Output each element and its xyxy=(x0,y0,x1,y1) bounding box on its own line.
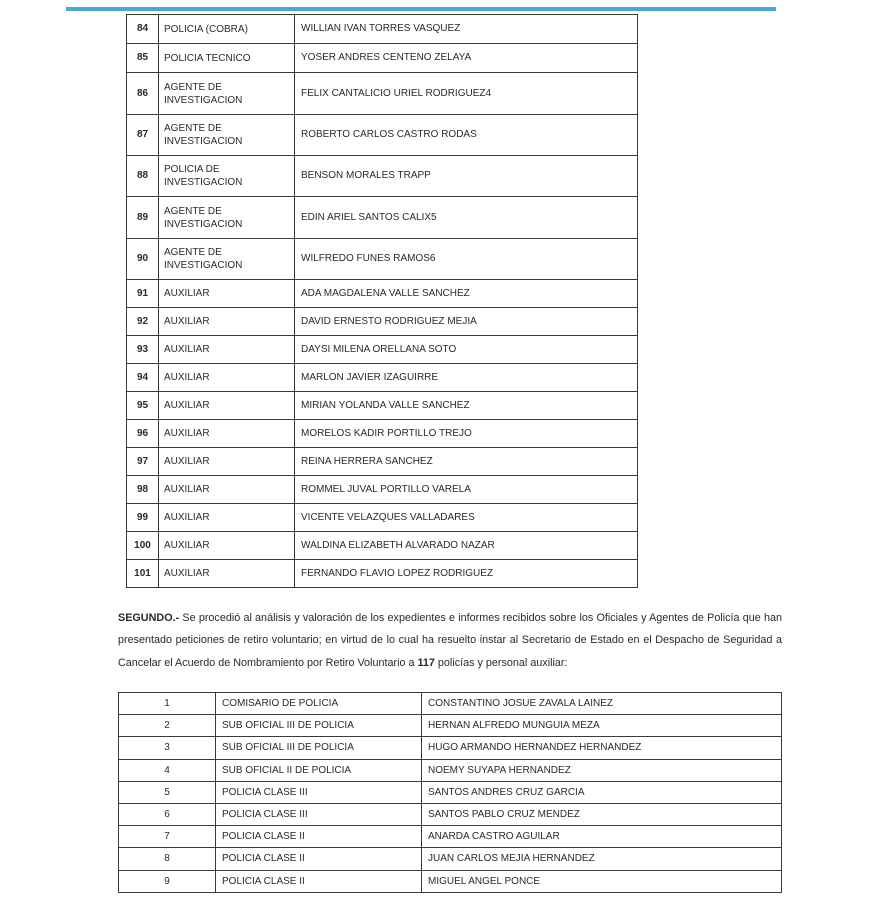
row-number: 4 xyxy=(119,759,216,781)
row-number: 87 xyxy=(127,115,159,156)
row-number: 6 xyxy=(119,803,216,825)
row-number: 2 xyxy=(119,715,216,737)
name-cell: FELIX CANTALICIO URIEL RODRIGUEZ4 xyxy=(295,73,638,115)
table-row xyxy=(119,781,782,803)
name-cell: MARLON JAVIER IZAGUIRRE xyxy=(295,364,638,392)
rank-cell: AUXILIAR xyxy=(159,420,295,448)
name-cell: CONSTANTINO JOSUE ZAVALA LAINEZ xyxy=(422,693,782,715)
rank-cell: AUXILIAR xyxy=(159,308,295,336)
row-number: 89 xyxy=(127,197,159,239)
segundo-body: Se procedió al análisis y valoración de los expedientes e informes recibidos sobre los Oficiales y Agentes de Policía que han presentado peticiones de retiro voluntario; en virtud de lo cual ha resuelto instar al Secretario de Estado en el Despacho de Seguridad a Cancelar el Acuerdo de Nombramiento por Retiro Voluntario a xyxy=(118,612,782,669)
table-row xyxy=(127,532,638,560)
table-row xyxy=(119,715,782,737)
name-cell: ROBERTO CARLOS CASTRO RODAS xyxy=(295,115,638,156)
row-number: 90 xyxy=(127,239,159,280)
table-row xyxy=(127,336,638,364)
row-number: 94 xyxy=(127,364,159,392)
rank-cell: COMISARIO DE POLICIA xyxy=(216,693,422,715)
segundo-paragraph xyxy=(118,607,782,674)
row-number: 100 xyxy=(127,532,159,560)
rank-cell: POLICIA CLASE II xyxy=(216,870,422,892)
table-row xyxy=(127,73,638,115)
name-cell: SANTOS PABLO CRUZ MENDEZ xyxy=(422,803,782,825)
table-row xyxy=(119,737,782,759)
rank-cell: AUXILIAR xyxy=(159,560,295,588)
table-row xyxy=(127,115,638,156)
table-row xyxy=(127,392,638,420)
rank-cell: AUXILIAR xyxy=(159,532,295,560)
row-number: 96 xyxy=(127,420,159,448)
rank-cell: POLICIA DE INVESTIGACION xyxy=(159,156,295,197)
row-number: 93 xyxy=(127,336,159,364)
segundo-tail: policías y personal auxiliar: xyxy=(434,656,568,669)
table-row xyxy=(127,448,638,476)
rank-cell: SUB OFICIAL III DE POLICIA xyxy=(216,715,422,737)
name-cell: NOEMY SUYAPA HERNANDEZ xyxy=(422,759,782,781)
rank-cell: AUXILIAR xyxy=(159,476,295,504)
name-cell: ROMMEL JUVAL PORTILLO VARELA xyxy=(295,476,638,504)
row-number: 1 xyxy=(119,693,216,715)
row-number: 97 xyxy=(127,448,159,476)
rank-cell: SUB OFICIAL II DE POLICIA xyxy=(216,759,422,781)
row-number: 3 xyxy=(119,737,216,759)
rank-cell: POLICIA CLASE III xyxy=(216,781,422,803)
table-row xyxy=(119,759,782,781)
row-number: 85 xyxy=(127,44,159,73)
table-row xyxy=(127,280,638,308)
name-cell: ANARDA CASTRO AGUILAR xyxy=(422,826,782,848)
officers-table-continued xyxy=(126,14,638,588)
table-row xyxy=(119,870,782,892)
row-number: 7 xyxy=(119,826,216,848)
name-cell: MIGUEL ANGEL PONCE xyxy=(422,870,782,892)
name-cell: BENSON MORALES TRAPP xyxy=(295,156,638,197)
rank-cell: AGENTE DE INVESTIGACION xyxy=(159,73,295,115)
row-number: 95 xyxy=(127,392,159,420)
rank-cell: AUXILIAR xyxy=(159,280,295,308)
row-number: 84 xyxy=(127,15,159,44)
table-row xyxy=(127,44,638,73)
name-cell: ADA MAGDALENA VALLE SANCHEZ xyxy=(295,280,638,308)
table-row xyxy=(127,197,638,239)
name-cell: DAVID ERNESTO RODRIGUEZ MEJIA xyxy=(295,308,638,336)
rank-cell: AUXILIAR xyxy=(159,364,295,392)
table-row xyxy=(127,560,638,588)
rank-cell: AGENTE DE INVESTIGACION xyxy=(159,115,295,156)
name-cell: WILLIAN IVAN TORRES VASQUEZ xyxy=(295,15,638,44)
segundo-heading: SEGUNDO.- xyxy=(118,612,180,624)
rank-cell: AUXILIAR xyxy=(159,448,295,476)
name-cell: HERNAN ALFREDO MUNGUIA MEZA xyxy=(422,715,782,737)
table-row xyxy=(127,420,638,448)
table-row xyxy=(119,803,782,825)
row-number: 98 xyxy=(127,476,159,504)
row-number: 86 xyxy=(127,73,159,115)
name-cell: WALDINA ELIZABETH ALVARADO NAZAR xyxy=(295,532,638,560)
table-row xyxy=(119,826,782,848)
name-cell: YOSER ANDRES CENTENO ZELAYA xyxy=(295,44,638,73)
table-row xyxy=(127,15,638,44)
name-cell: EDIN ARIEL SANTOS CALIX5 xyxy=(295,197,638,239)
name-cell: JUAN CARLOS MEJIA HERNANDEZ xyxy=(422,848,782,870)
rank-cell: AUXILIAR xyxy=(159,392,295,420)
retiree-count: 117 xyxy=(417,656,435,669)
rank-cell: AUXILIAR xyxy=(159,504,295,532)
table-row xyxy=(127,308,638,336)
table-row xyxy=(127,239,638,280)
row-number: 91 xyxy=(127,280,159,308)
table-row xyxy=(119,848,782,870)
row-number: 92 xyxy=(127,308,159,336)
rank-cell: AUXILIAR xyxy=(159,336,295,364)
row-number: 101 xyxy=(127,560,159,588)
table-row xyxy=(127,156,638,197)
name-cell: VICENTE VELAZQUES VALLADARES xyxy=(295,504,638,532)
rank-cell: AGENTE DE INVESTIGACION xyxy=(159,197,295,239)
rank-cell: POLICIA CLASE II xyxy=(216,826,422,848)
table-row xyxy=(119,693,782,715)
name-cell: SANTOS ANDRES CRUZ GARCIA xyxy=(422,781,782,803)
name-cell: REINA HERRERA SANCHEZ xyxy=(295,448,638,476)
name-cell: FERNANDO FLAVIO LOPEZ RODRIGUEZ xyxy=(295,560,638,588)
table-row xyxy=(127,504,638,532)
name-cell: MIRIAN YOLANDA VALLE SANCHEZ xyxy=(295,392,638,420)
row-number: 5 xyxy=(119,781,216,803)
rank-cell: POLICIA CLASE III xyxy=(216,803,422,825)
row-number: 99 xyxy=(127,504,159,532)
row-number: 9 xyxy=(119,870,216,892)
name-cell: MORELOS KADIR PORTILLO TREJO xyxy=(295,420,638,448)
rank-cell: AGENTE DE INVESTIGACION xyxy=(159,239,295,280)
header-rule xyxy=(66,7,776,11)
table-row xyxy=(127,364,638,392)
table-row xyxy=(127,476,638,504)
row-number: 88 xyxy=(127,156,159,197)
name-cell: DAYSI MILENA ORELLANA SOTO xyxy=(295,336,638,364)
name-cell: HUGO ARMANDO HERNANDEZ HERNANDEZ xyxy=(422,737,782,759)
rank-cell: SUB OFICIAL III DE POLICIA xyxy=(216,737,422,759)
voluntary-retirement-table xyxy=(118,692,782,893)
rank-cell: POLICIA TECNICO xyxy=(159,44,295,73)
name-cell: WILFREDO FUNES RAMOS6 xyxy=(295,239,638,280)
rank-cell: POLICIA CLASE II xyxy=(216,848,422,870)
row-number: 8 xyxy=(119,848,216,870)
rank-cell: POLICIA (COBRA) xyxy=(159,15,295,44)
